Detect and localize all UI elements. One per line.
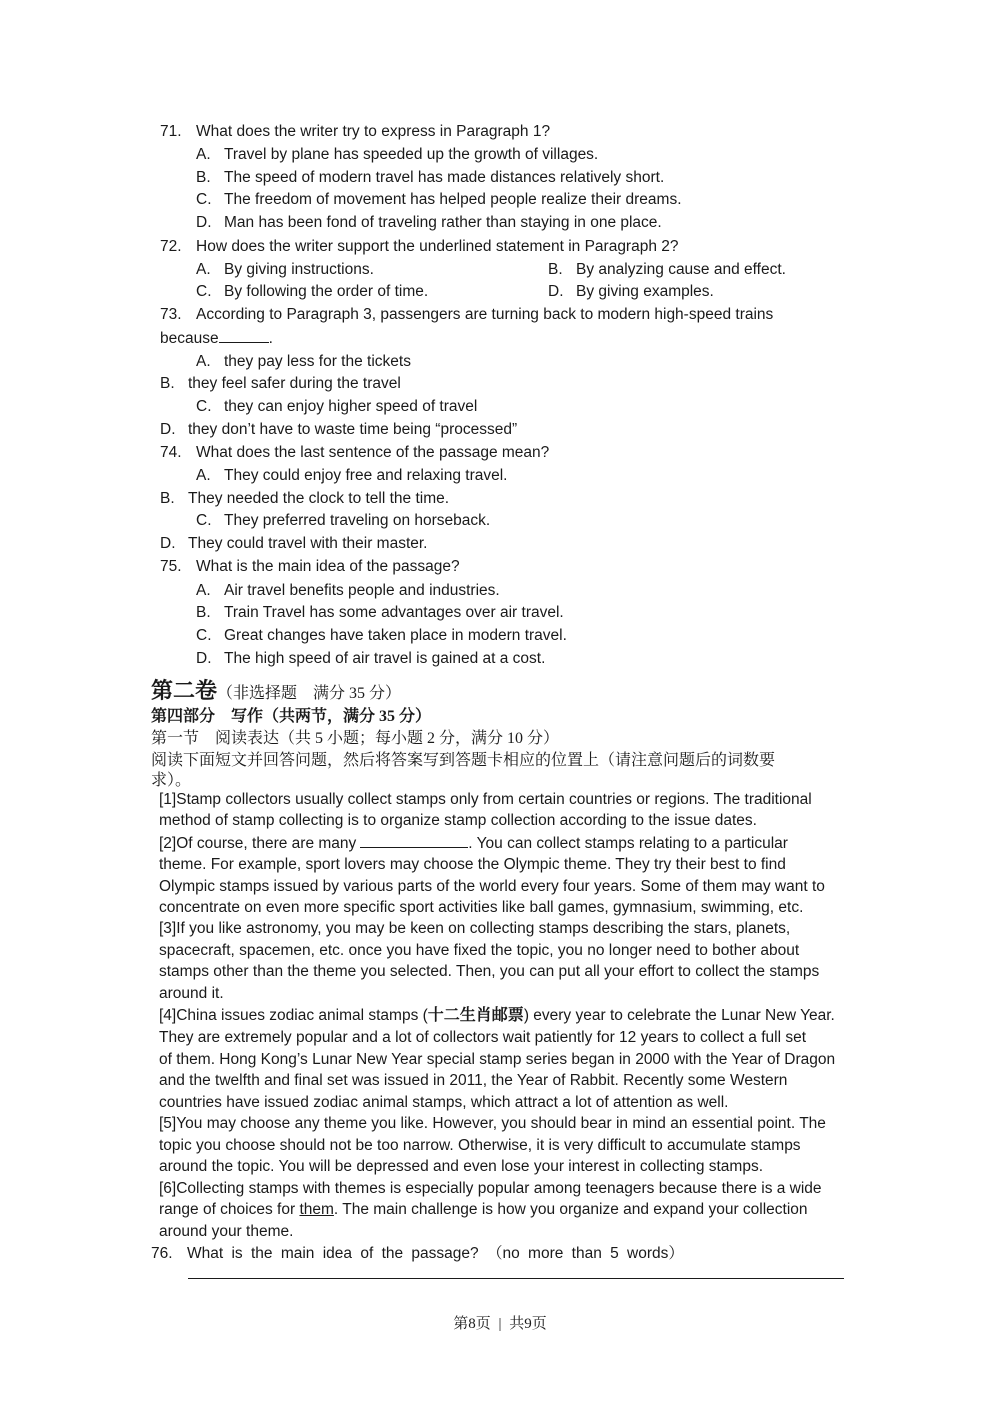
answer-line[interactable] [188, 1278, 844, 1279]
question-number: 72. [160, 238, 182, 255]
section-title-note: （非选择题 满分 35 分） [217, 685, 402, 702]
passage-p6-line2 [159, 1200, 808, 1220]
question-stem: What is the main idea of the passage? [187, 1245, 479, 1262]
passage-text: . You can collect stamps relating to a particular [468, 835, 788, 852]
option-letter: A. [196, 467, 211, 484]
option-text: They preferred traveling on horseback. [224, 512, 491, 529]
option-75-b [196, 603, 564, 623]
passage-p4-line2: They are extremely popular and a lot of collectors wait patiently for 12 years to collect a full set [159, 1029, 807, 1046]
option-73-d [160, 420, 517, 440]
chinese-term: 十二生肖邮票 [427, 1007, 524, 1024]
passage-p2-line4: concentrate on even more specific sport activities like ball games, gymnasium, swimming, etc. [159, 899, 804, 916]
question-75 [160, 557, 460, 577]
question-76 [151, 1244, 684, 1264]
page-number: 第8页 [453, 1316, 491, 1332]
option-75-a [196, 581, 500, 601]
passage-p2-line1 [159, 833, 788, 854]
option-letter: D. [196, 214, 212, 231]
subsection-heading: 第一节 阅读表达（共 5 小题；每小题 2 分，满分 10 分） [151, 730, 560, 747]
question-71 [160, 122, 550, 142]
option-72-a [196, 260, 374, 280]
passage-text: [4]China issues zodiac animal stamps ( [159, 1007, 428, 1024]
passage-p1-line1: [1]Stamp collectors usually collect stamps only from certain countries or regions. The traditional [159, 791, 812, 808]
option-letter: C. [196, 512, 212, 529]
answer-blank [360, 833, 468, 848]
passage-p6-line3: around your theme. [159, 1223, 294, 1240]
option-letter: B. [160, 375, 175, 392]
passage-p3-line1: [3]If you like astronomy, you may be keen on collecting stamps describing the stars, planets, [159, 920, 791, 937]
passage-p4-line1 [159, 1006, 835, 1026]
question-number: 73. [160, 306, 182, 323]
question-stem-end: . [268, 330, 273, 347]
passage-p3-line3: stamps other than the theme you selected. Then, you can put all your effort to collect the stamps [159, 963, 820, 980]
option-letter: A. [196, 146, 211, 163]
option-letter: C. [196, 627, 212, 644]
option-73-c [196, 397, 477, 417]
passage-text: ) every year to celebrate the Lunar New Year. [523, 1007, 835, 1024]
question-72 [160, 237, 679, 257]
question-number: 74. [160, 444, 182, 461]
question-number: 75. [160, 558, 182, 575]
option-74-c [196, 511, 490, 531]
option-71-b [196, 168, 664, 188]
question-stem-cont: because [160, 330, 219, 347]
option-text: The speed of modern travel has made distances relatively short. [224, 169, 665, 186]
option-72-b [548, 260, 786, 280]
passage-p3-line2: spacecraft, spacemen, etc. once you have fixed the topic, you no longer need to bother about [159, 942, 800, 959]
passage-p4-line3: of them. Hong Kong’s Lunar New Year special stamp series began in 2000 with the Year of Dragon [159, 1051, 836, 1068]
option-text: By giving examples. [576, 283, 714, 300]
option-text: Air travel benefits people and industries. [224, 582, 500, 599]
option-letter: B. [548, 261, 563, 278]
option-text: The freedom of movement has helped people realize their dreams. [224, 191, 682, 208]
passage-p6-line1: [6]Collecting stamps with themes is especially popular among teenagers because there is a wide [159, 1180, 822, 1197]
option-letter: C. [196, 191, 212, 208]
option-text: Travel by plane has speeded up the growth of villages. [224, 146, 599, 163]
option-text: By giving instructions. [224, 261, 374, 278]
option-letter: B. [196, 604, 211, 621]
option-letter: B. [160, 490, 175, 507]
option-74-b [160, 489, 449, 509]
passage-p5-line2: topic you choose should not be too narrow. Otherwise, it is very difficult to accumulate stamps [159, 1137, 801, 1154]
option-72-d [548, 282, 714, 302]
option-letter: C. [196, 283, 212, 300]
option-letter: A. [196, 353, 211, 370]
instruction-line-2: 求）。 [151, 772, 192, 789]
option-75-c [196, 626, 567, 646]
passage-p4-line4: and the twelfth and final set was issued in 2011, the Year of Rabbit. Recently some Western [159, 1072, 788, 1089]
instruction-line-1: 阅读下面短文并回答问题，然后将答案写到答题卡相应的位置上（请注意问题后的词数要 [151, 752, 776, 769]
option-text: They could enjoy free and relaxing travel. [224, 467, 508, 484]
question-stem: What is the main idea of the passage? [196, 558, 460, 575]
option-letter: D. [548, 283, 564, 300]
passage-p2-line3: Olympic stamps issued by various parts of the world every four years. Some of them may want to [159, 878, 825, 895]
passage-text: [2]Of course, there are many [159, 835, 357, 852]
option-text: they pay less for the tickets [224, 353, 411, 370]
question-stem: How does the writer support the underlined statement in Paragraph 2? [196, 238, 679, 255]
passage-p1-line2: method of stamp collecting is to organize stamp collection according to the issue dates. [159, 812, 757, 829]
option-71-a [196, 145, 598, 165]
option-text: By following the order of time. [224, 283, 429, 300]
option-text: They needed the clock to tell the time. [188, 490, 450, 507]
page-footer [0, 1312, 1000, 1333]
option-text: Train Travel has some advantages over air travel. [224, 604, 564, 621]
question-74 [160, 443, 549, 463]
underlined-word: them [299, 1201, 334, 1218]
option-75-d [196, 649, 545, 669]
option-letter: D. [160, 535, 176, 552]
option-letter: D. [160, 421, 176, 438]
answer-blank [219, 328, 269, 343]
option-letter: C. [196, 398, 212, 415]
option-letter: D. [196, 650, 212, 667]
option-71-d [196, 213, 662, 233]
question-stem: What does the writer try to express in Paragraph 1? [196, 123, 551, 140]
option-73-b [160, 374, 401, 394]
section-title-main: 第二卷 [151, 678, 218, 703]
footer-separator: | [498, 1316, 502, 1332]
option-74-d [160, 534, 428, 554]
option-text: The high speed of air travel is gained at a cost. [224, 650, 546, 667]
option-text: Man has been fond of traveling rather than staying in one place. [224, 214, 662, 231]
option-text: they feel safer during the travel [188, 375, 401, 392]
passage-p3-line4: around it. [159, 985, 224, 1002]
passage-text: range of choices for [159, 1201, 296, 1218]
option-text: they can enjoy higher speed of travel [224, 398, 478, 415]
question-number: 71. [160, 123, 182, 140]
question-73-continuation [160, 328, 273, 349]
passage-text: . The main challenge is how you organize and expand your collection [333, 1201, 808, 1218]
question-stem: According to Paragraph 3, passengers are turning back to modern high-speed trains [196, 306, 774, 323]
option-text: By analyzing cause and effect. [576, 261, 786, 278]
question-number: 76. [151, 1245, 173, 1262]
option-74-a [196, 466, 507, 486]
option-73-a [196, 352, 411, 372]
passage-p5-line3: around the topic. You will be depressed and even lose your interest in collecting stamps. [159, 1158, 764, 1175]
passage-p4-line5: countries have issued zodiac animal stamps, which attract a lot of attention as well. [159, 1094, 729, 1111]
option-letter: B. [196, 169, 211, 186]
page-total: 共9页 [509, 1316, 547, 1332]
question-stem: What does the last sentence of the passage mean? [196, 444, 550, 461]
option-text: Great changes have taken place in modern travel. [224, 627, 567, 644]
passage-p2-line2: theme. For example, sport lovers may choose the Olympic theme. They try their best to find [159, 856, 786, 873]
part-heading: 第四部分 写作（共两节，满分 35 分） [151, 708, 432, 725]
passage-p5-line1: [5]You may choose any theme you like. However, you should bear in mind an essential point. The [159, 1115, 826, 1132]
option-letter: A. [196, 582, 211, 599]
word-limit: （no more than 5 words） [486, 1245, 684, 1262]
option-letter: A. [196, 261, 211, 278]
question-73 [160, 305, 773, 325]
option-72-c [196, 282, 428, 302]
option-71-c [196, 190, 682, 210]
option-text: they don’t have to waste time being “processed” [188, 421, 518, 438]
section-title [151, 678, 401, 707]
option-text: They could travel with their master. [188, 535, 428, 552]
